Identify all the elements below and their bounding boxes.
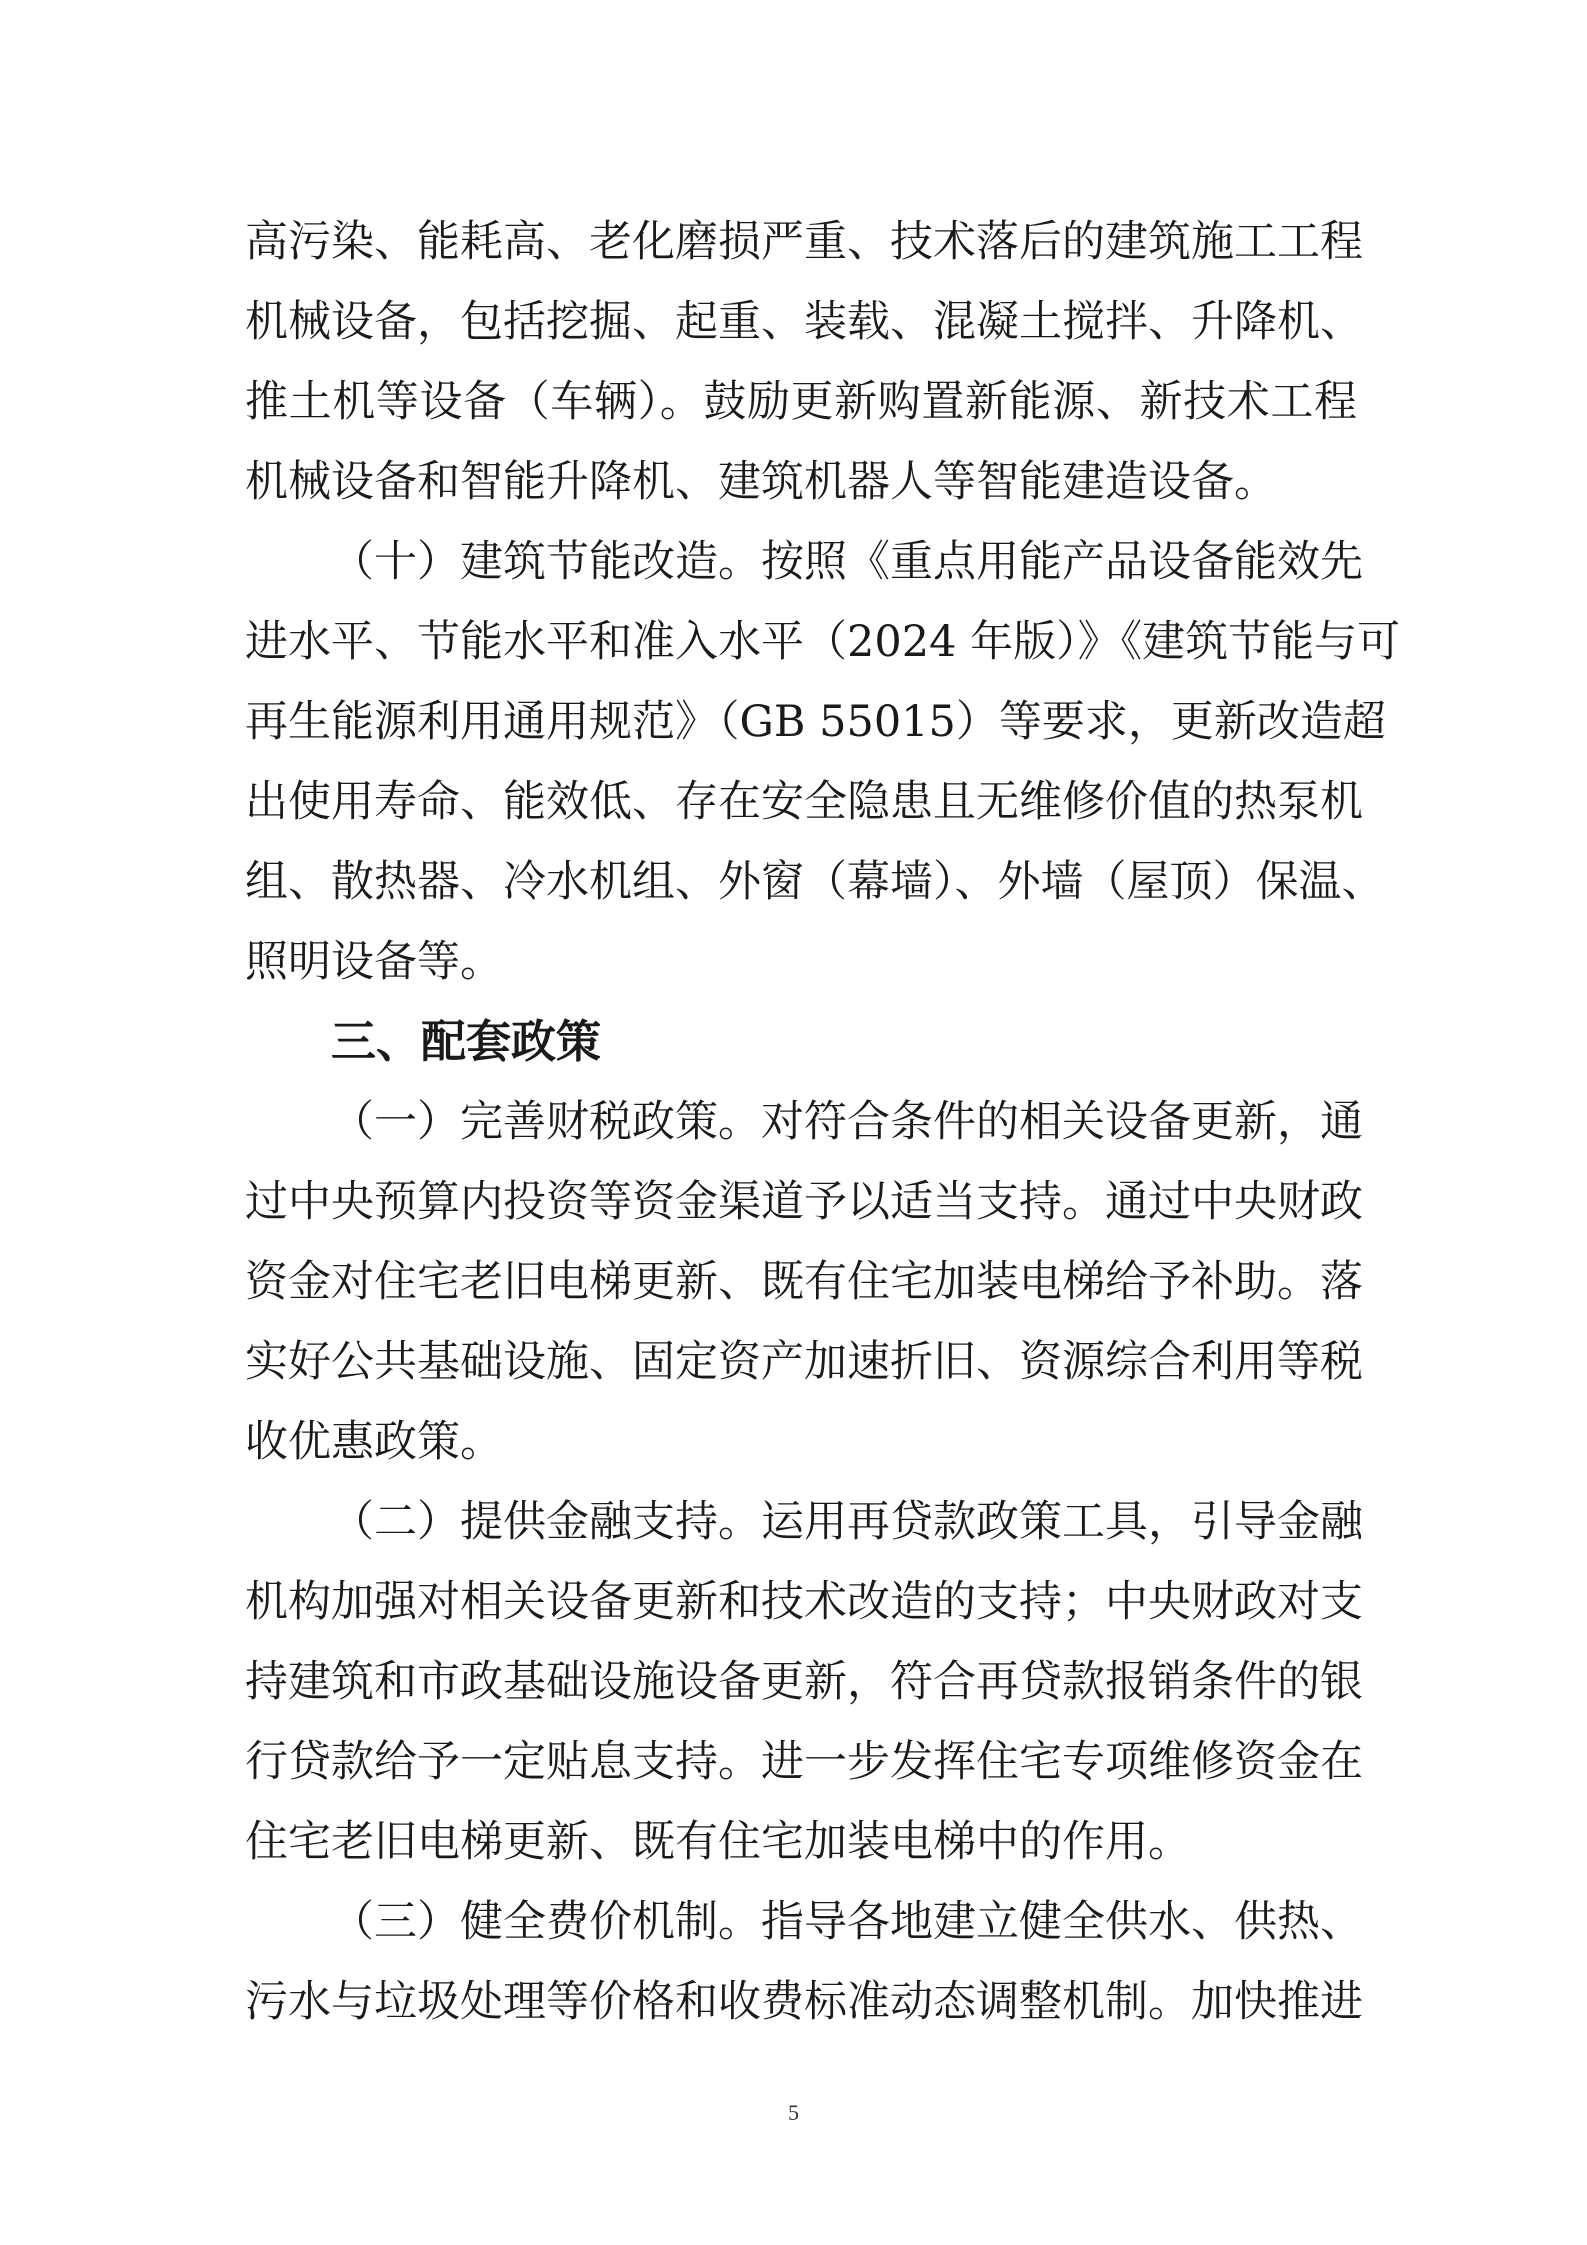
page-number: 5 bbox=[788, 2100, 799, 2125]
body-text-line: 机械设备和智能升降机、建筑机器人等智能建造设备。 bbox=[245, 457, 1277, 507]
body-text-line: 行贷款给予一定贴息支持。进一步发挥住宅专项维修资金在 bbox=[245, 1737, 1363, 1787]
body-text-line: 进水平、节能水平和准入水平（2024 年版）》《建筑节能与可 bbox=[245, 617, 1401, 667]
body-text-line: 机构加强对相关设备更新和技术改造的支持；中央财政对支 bbox=[245, 1577, 1363, 1627]
body-text-line: 高污染、能耗高、老化磨损严重、技术落后的建筑施工工程 bbox=[245, 217, 1363, 267]
body-text-line: （二）提供金融支持。运用再贷款政策工具，引导金融 bbox=[331, 1497, 1363, 1547]
body-text-line: 推土机等设备（车辆）。鼓励更新购置新能源、新技术工程 bbox=[245, 377, 1357, 427]
section-heading: 三、配套政策 bbox=[331, 1015, 602, 1068]
body-text-line: 资金对住宅老旧电梯更新、既有住宅加装电梯给予补助。落 bbox=[245, 1257, 1363, 1307]
body-text-line: 过中央预算内投资等资金渠道予以适当支持。通过中央财政 bbox=[245, 1177, 1363, 1227]
body-text-line: （一）完善财税政策。对符合条件的相关设备更新，通 bbox=[331, 1097, 1363, 1147]
body-text-line: 收优惠政策。 bbox=[245, 1417, 503, 1467]
body-text-line: 照明设备等。 bbox=[245, 937, 503, 987]
body-text-line: 机械设备，包括挖掘、起重、装载、混凝土搅拌、升降机、 bbox=[245, 297, 1363, 347]
body-text-line: 组、散热器、冷水机组、外窗（幕墙）、外墙（屋顶）保温、 bbox=[245, 857, 1385, 907]
body-text-line: 持建筑和市政基础设施设备更新，符合再贷款报销条件的银 bbox=[245, 1657, 1363, 1707]
body-text-line: 实好公共基础设施、固定资产加速折旧、资源综合利用等税 bbox=[245, 1337, 1363, 1387]
body-text-line: 污水与垃圾处理等价格和收费标准动态调整机制。加快推进 bbox=[245, 1977, 1363, 2027]
body-text-line: 住宅老旧电梯更新、既有住宅加装电梯中的作用。 bbox=[245, 1817, 1191, 1867]
body-text-line: 出使用寿命、能效低、存在安全隐患且无维修价值的热泵机 bbox=[245, 777, 1363, 827]
body-text-line: （十）建筑节能改造。按照《重点用能产品设备能效先 bbox=[331, 537, 1363, 587]
body-text-line: （三）健全费价机制。指导各地建立健全供水、供热、 bbox=[331, 1897, 1363, 1947]
body-text-line: 再生能源利用通用规范》（GB 55015）等要求，更新改造超 bbox=[245, 697, 1386, 747]
